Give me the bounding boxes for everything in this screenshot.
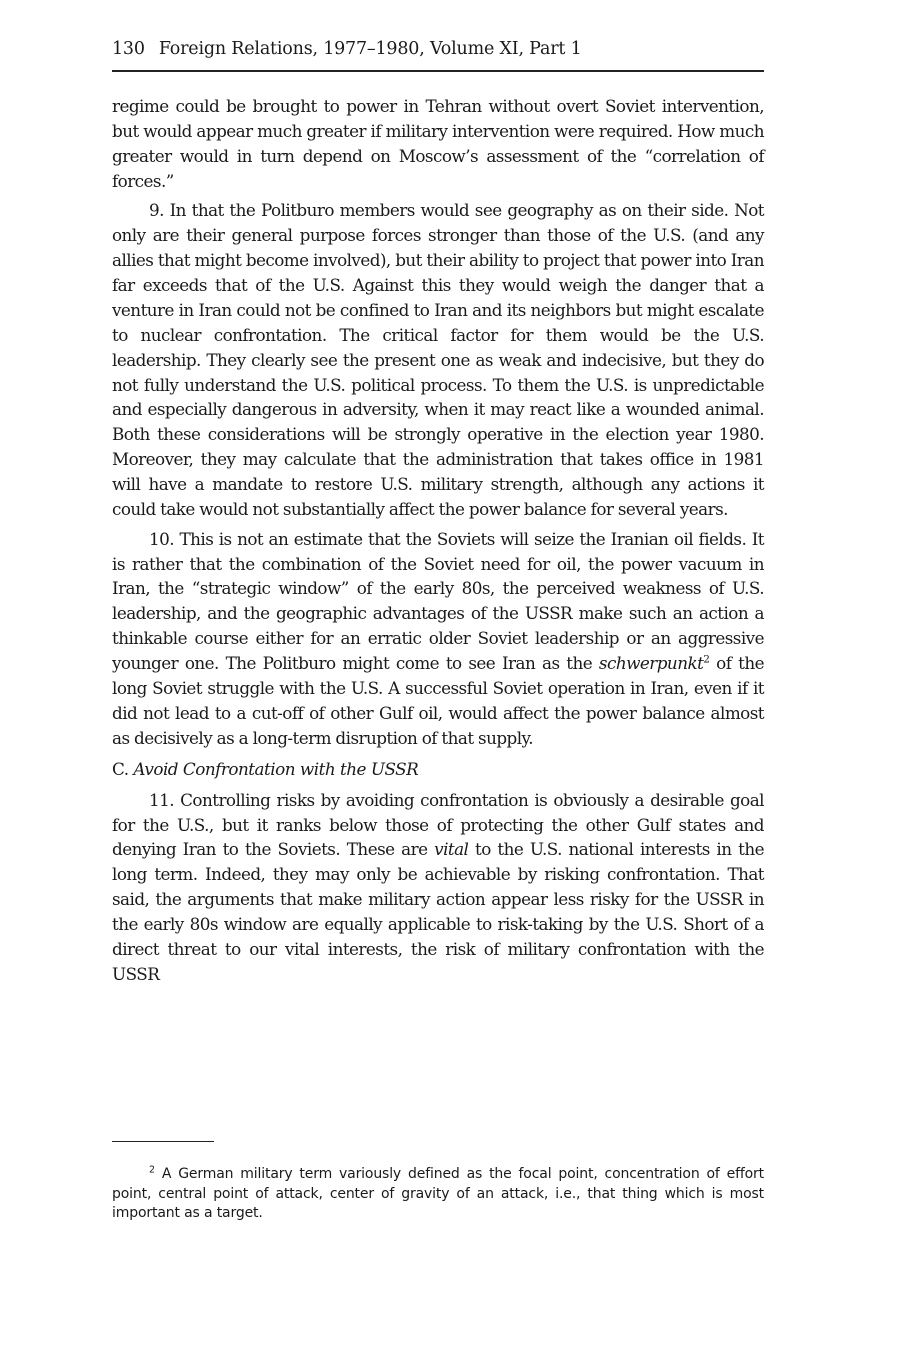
body-text: [112, 94, 764, 987]
section-heading-c: [112, 757, 764, 782]
paragraph-11-part-a: 11. Controlling risks by avoiding confrontation is obviously a desirable goal for the U.S., but it ranks below those of protecting the other Gulf states and denying Iran to the Soviets. These are: [112, 789, 764, 860]
term-vital: vital: [434, 839, 469, 860]
paragraph-9: 9. In that the Politburo members would see geography as on their side. Not only are their general purpose forces stronger than those of the U.S. (and any allies that might become involved), but their ability to project that power into Iran far exceeds that of the U.S. Against this they would weigh the danger that a venture in Iran could not be confined to Iran and its neighbors but might escalate to nuclear confrontation. The critical factor for them would be the U.S. leadership. They clearly see the present one as weak and indecisive, but they do not fully understand the U.S. political process. To them the U.S. is unpredictable and especially dangerous in adversity, when it may react like a wounded animal. Both these considerations will be strongly operative in the election year 1980. Moreover, they may calculate that the administration that takes office in 1981 will have a mandate to restore U.S. military strength, although any actions it could take would not substantially affect the power balance for several years.: [112, 200, 764, 520]
paragraph-continued: regime could be brought to power in Tehran without overt Soviet intervention, but would appear much greater if military intervention were required. How much greater would in turn depend on Moscow’s assessment of the “correlation of forces.”: [112, 96, 764, 191]
page: [112, 36, 764, 992]
footnote-marker: 2: [149, 1164, 155, 1176]
paragraph-10: [112, 527, 764, 751]
paragraph-10-part-b: of the long Soviet struggle with the U.S. A successful Soviet operation in Iran, even if it did not lead to a cut-off of other Gulf oil, would affect the power balance almost as decisively as a long-term disruption of that supply.: [112, 653, 765, 748]
footnote: [112, 1165, 764, 1224]
running-head-title: Foreign Relations, 1977–1980, Volume XI, Part 1: [158, 39, 582, 59]
running-head: [112, 36, 764, 72]
paragraph-11: [112, 788, 764, 987]
footnote-text: A German military term variously defined as the focal point, concentration of effort point, central point of attack, center of gravity of an attack, i.e., that thing which is most important as a target.: [112, 1166, 764, 1221]
paragraph-10-part-a: 10. This is not an estimate that the Soviets will seize the Iranian oil fields. It is rather that the combination of the Soviet need for oil, the power vacuum in Iran, the “strategic window” of the early 80s, the perceived weakness of U.S. leadership, and the geographic advantages of the USSR make such an action a thinkable course either for an erratic older Soviet leadership or an aggressive younger one. The Politburo might come to see Iran as the: [112, 528, 764, 674]
term-schwerpunkt: schwerpunkt: [598, 653, 704, 674]
section-heading-letter: C.: [112, 758, 134, 779]
footnote-reference[interactable]: 2: [703, 653, 710, 666]
footnote-divider: [112, 1141, 214, 1142]
page-number: 130: [112, 39, 145, 59]
section-heading-title: Avoid Confrontation with the USSR: [133, 758, 419, 779]
paragraph-11-part-b: to the U.S. national interests in the long term. Indeed, they may only be achievable by risking confrontation. That said, the arguments that make military action appear less risky for the USSR in the early 80s window are equally applicable to risk-taking by the U.S. Short of a direct threat to our vital interests, the risk of military confrontation with the USSR: [112, 839, 764, 984]
